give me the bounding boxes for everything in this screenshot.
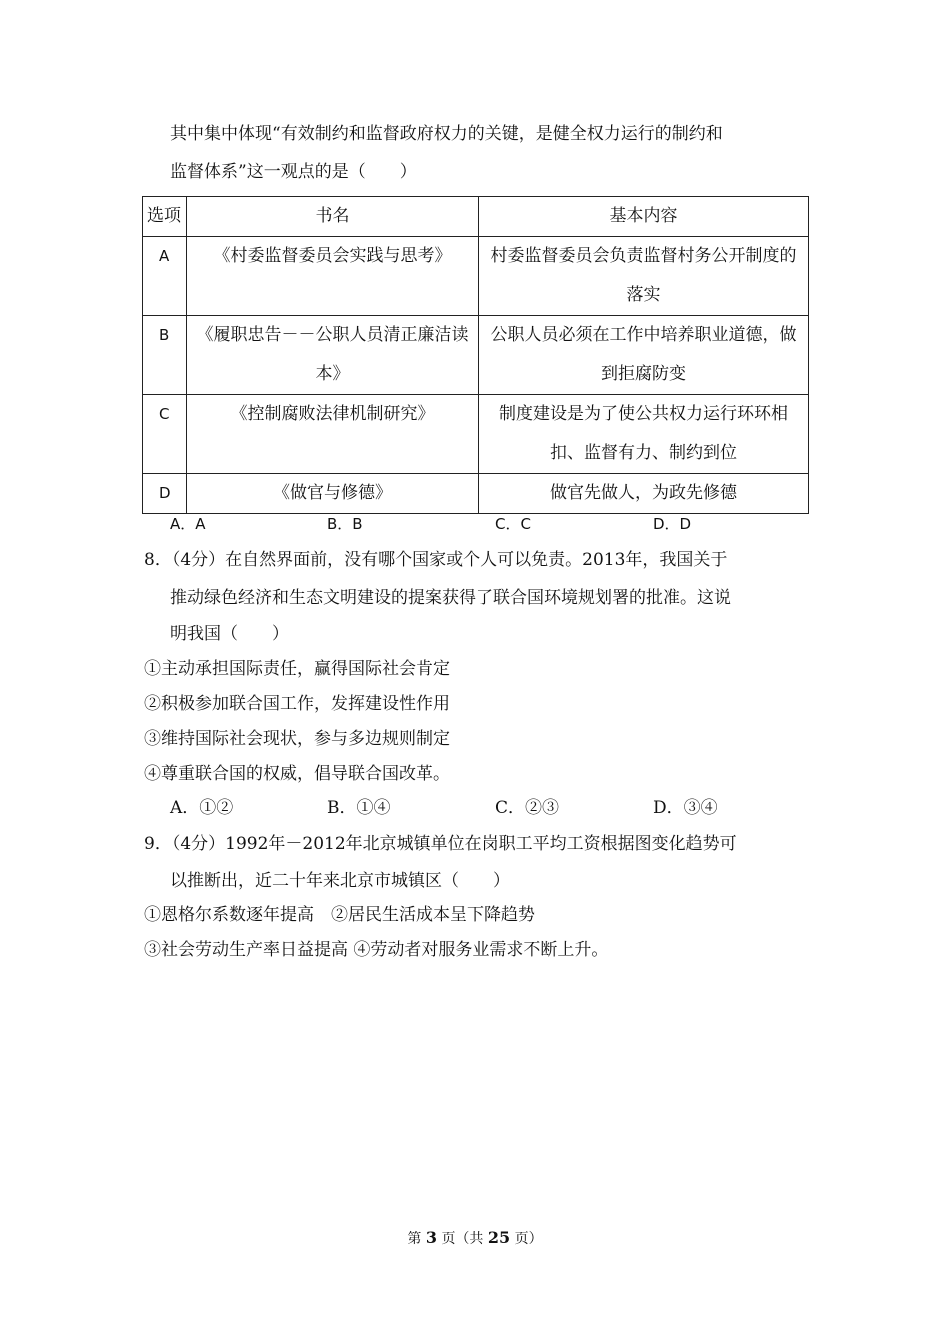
q8-statement-2: ②积极参加联合国工作，发挥建设性作用 [144, 694, 450, 714]
page-footer [0, 1228, 950, 1249]
row-book [187, 395, 479, 474]
choice-c[interactable]: C．C [495, 515, 531, 533]
row-content-text: 公职人员必须在工作中培养职业道德，做到拒腐防变 [490, 325, 797, 384]
q8-statement-1: ①主动承担国际责任，赢得国际社会肯定 [144, 659, 450, 679]
row-book-text: 《村委监督委员会实践与思考》 [213, 246, 452, 266]
q7-answer-choices [170, 512, 810, 536]
choice-b[interactable]: B．①④ [327, 798, 391, 818]
q8-stem-line-3: 明我国（ ） [170, 624, 289, 644]
choice-d[interactable]: D．③④ [653, 798, 718, 818]
choice-b[interactable]: B．B [327, 515, 363, 533]
choice-c[interactable]: C．②③ [495, 798, 560, 818]
table-row [143, 395, 809, 474]
row-content-text: 制度建设是为了使公共权力运行环环相扣、监督有力、制约到位 [499, 404, 788, 463]
table-row [143, 316, 809, 395]
q9-statements-line-2: ③社会劳动生产率日益提高 ④劳动者对服务业需求不断上升。 [144, 940, 609, 960]
row-option: A [143, 237, 187, 316]
header-option: 选项 [143, 197, 187, 237]
row-book-text: 《控制腐败法律机制研究》 [230, 404, 435, 424]
row-option: B [143, 316, 187, 395]
row-book [187, 316, 479, 395]
footer-prefix: 第 [407, 1231, 422, 1247]
choice-d[interactable]: D．D [653, 515, 692, 533]
total-page-count: 25 [487, 1228, 511, 1247]
q8-stem-line-2: 推动绿色经济和生态文明建设的提案获得了联合国环境规划署的批准。这说 [170, 588, 731, 608]
row-content [479, 316, 809, 395]
q8-statement-3: ③维持国际社会现状，参与多边规则制定 [144, 729, 450, 749]
q8-statement-4: ④尊重联合国的权威，倡导联合国改革。 [144, 764, 450, 784]
row-content-text: 村委监督委员会负责监督村务公开制度的落实 [490, 246, 797, 305]
row-content [479, 474, 809, 514]
table-row [143, 237, 809, 316]
row-content [479, 237, 809, 316]
row-option: D [143, 474, 187, 514]
row-option: C [143, 395, 187, 474]
footer-middle: 页（共 [441, 1231, 484, 1247]
choice-a[interactable]: A．①② [170, 798, 234, 818]
table-header-row [143, 197, 809, 237]
row-content-text: 做官先做人，为政先修德 [550, 483, 737, 503]
q8-answer-choices [170, 796, 810, 820]
row-book [187, 237, 479, 316]
q9-statements-line-1: ①恩格尔系数逐年提高 ②居民生活成本呈下降趋势 [144, 905, 535, 925]
q9-stem-line-1: 9．（4分）1992年－2012年北京城镇单位在岗职工平均工资根据图变化趋势可 [144, 834, 737, 854]
options-table [142, 196, 809, 514]
current-page-number: 3 [425, 1228, 437, 1247]
table-row [143, 474, 809, 514]
header-book-title: 书名 [187, 197, 479, 237]
header-content: 基本内容 [479, 197, 809, 237]
row-book-text: 《做官与修德》 [273, 483, 392, 503]
row-content [479, 395, 809, 474]
row-book-text: 《履职忠告－－公职人员清正廉洁读本》 [196, 325, 469, 384]
q8-stem-line-1: 8．（4分）在自然界面前，没有哪个国家或个人可以免责。2013年，我国关于 [144, 550, 728, 570]
q9-stem-line-2: 以推断出，近二十年来北京市城镇区（ ） [170, 871, 510, 891]
footer-suffix: 页） [514, 1231, 543, 1247]
row-book [187, 474, 479, 514]
question-text-line-2: 监督体系”这一观点的是（ ） [170, 162, 417, 182]
question-text-line-1: 其中集中体现“有效制约和监督政府权力的关键，是健全权力运行的制约和 [170, 124, 723, 144]
choice-a[interactable]: A．A [170, 515, 206, 533]
